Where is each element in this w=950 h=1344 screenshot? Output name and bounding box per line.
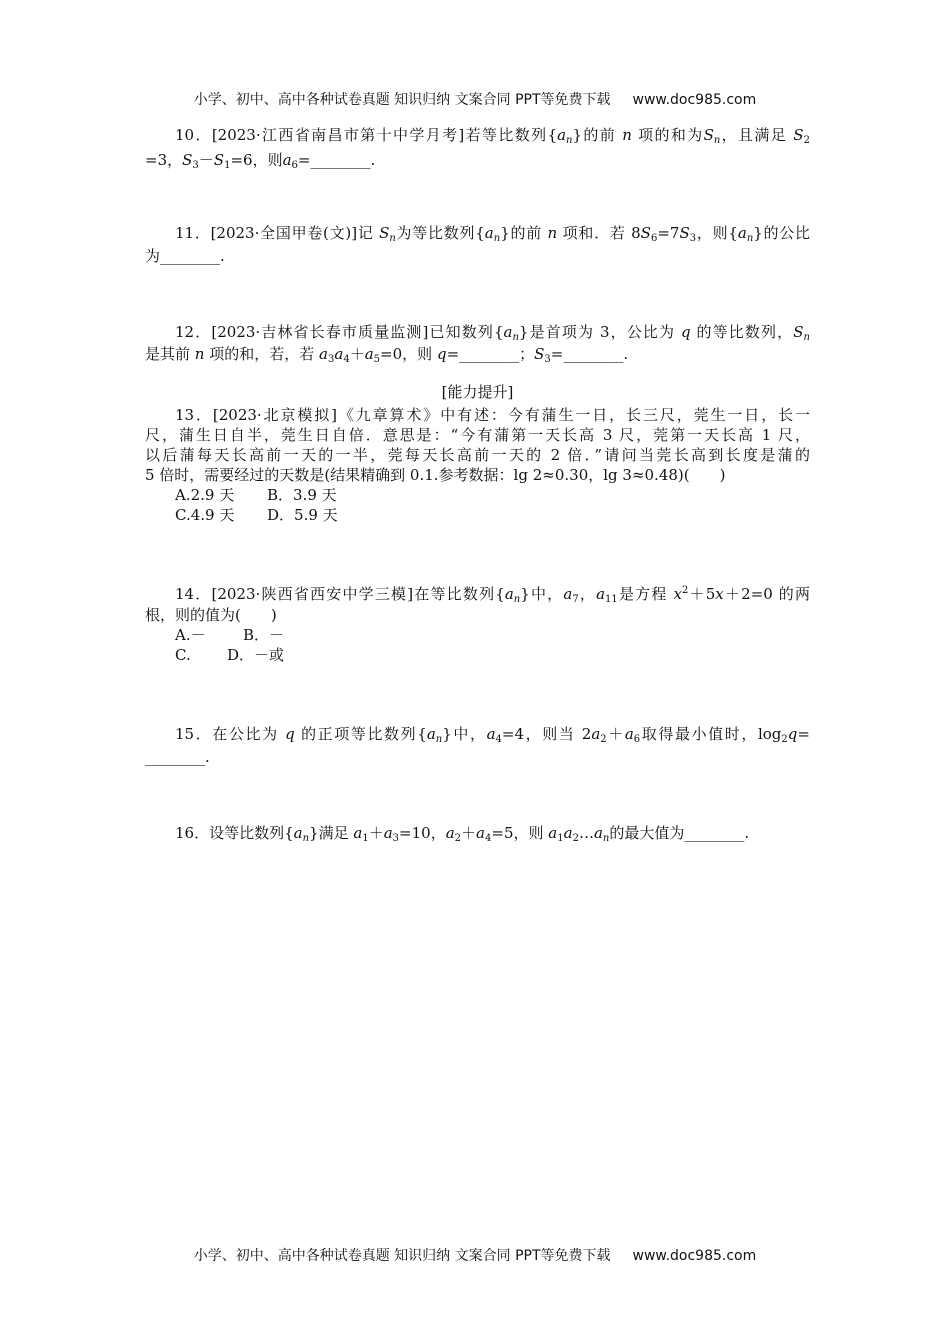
header-site: www.doc985.com	[632, 92, 757, 108]
footer-site: www.doc985.com	[632, 1248, 757, 1264]
q10-line-2: =3，$S_3-S_1=6$，则$a_6=\_\_\_\_\_\_\_\_$.	[145, 151, 376, 171]
q14-option-d: D．－或	[227, 646, 285, 664]
q14-line-2: 根，则的值为( )	[145, 606, 277, 624]
q11-line-2: 为________.	[145, 247, 225, 265]
q15-line-1: 15．在公比为 q 的正项等比数列$\{a_n\}$中，$a_4=4$，则当 $2a_2+a_6$取得最小值时，$\log_2q=$	[175, 725, 810, 745]
q14-option-c: C.	[175, 646, 191, 664]
q13-line-4: 5 倍时，需要经过的天数是(结果精确到 0.1.参考数据：lg 2≈0.30，lg 3≈0.48)( )	[145, 466, 726, 484]
q14-options-2	[175, 645, 810, 665]
q13-options-2	[175, 505, 810, 525]
q14-option-a: A.－	[175, 626, 206, 644]
q14-line-1: 14．[2023·陕西省西安中学三模]在等比数列$\{a_n\}$中，$a_7$，$a_{11}$是方程 $x^2+5x+2=0$ 的两	[175, 585, 810, 605]
q12-source: [2023·吉林省长春市质量监测]	[211, 323, 429, 341]
q10-source: [2023·江西省南昌市第十中学月考]	[211, 126, 465, 144]
q13-option-d: D．5.9 天	[267, 506, 338, 524]
page-header	[0, 89, 950, 109]
q11-line-1: 11．[2023·全国甲卷(文)]记 $S_n$为等比数列$\{a_n\}$的前 n 项和．若 $8S_6=7S_3$，则$\{a_n\}$的公比	[175, 224, 811, 244]
q14-option-b: B．－	[243, 626, 285, 644]
q11-source: [2023·全国甲卷(文)]	[210, 224, 358, 242]
q14-options-1	[175, 625, 810, 645]
page-footer	[0, 1245, 950, 1265]
q14-source: [2023·陕西省西安中学三模]	[211, 585, 414, 603]
q16-line-1: 16．设等比数列$\{a_n\}$满足 $a_1+a_3=10$，$a_2+a_4=5$，则 $a_1a_2\dots a_n$的最大值为________.	[175, 824, 750, 844]
q12-line-2: 是其前 n 项的和，若，若 $a_3a_4+a_5=0$，则 q=________；$S_3=\_\_\_\_\_\_\_\_$.	[145, 345, 629, 365]
q13-option-c: C.4.9 天	[175, 506, 235, 524]
q13-line-3: 以后蒲每天长高前一天的一半，莞每天长高前一天的 2 倍．”请问当莞长高到长度是蒲的	[145, 446, 810, 464]
q13-option-b: B．3.9 天	[267, 486, 337, 504]
q13-line-2: 尺，蒲生日自半，莞生日自倍．意思是：“今有蒲第一天长高 3 尺，莞第一天长高 1 尺，	[145, 426, 810, 444]
header-text: 小学、初中、高中各种试卷真题 知识归纳 文案合同 PPT等免费下载	[193, 92, 611, 108]
q13-source: [2023·北京模拟]	[212, 406, 337, 424]
q10-line-1: 10．[2023·江西省南昌市第十中学月考]若等比数列$\{a_n\}$的前 n 项的和为$S_n$，且满足 $S_2$	[175, 126, 810, 146]
q13-option-a: A.2.9 天	[175, 486, 235, 504]
q13-options-1	[175, 485, 810, 505]
q13-line-1: 13．[2023·北京模拟]《九章算术》中有述：今有蒲生一日，长三尺，莞生一日，长一	[175, 406, 810, 424]
section-heading: [能力提升]	[441, 383, 514, 401]
footer-text: 小学、初中、高中各种试卷真题 知识归纳 文案合同 PPT等免费下载	[193, 1248, 611, 1264]
q15-line-2: ________.	[145, 748, 210, 766]
q12-line-1: 12．[2023·吉林省长春市质量监测]已知数列$\{a_n\}$是首项为 3，公比为 q 的等比数列，$S_n$	[175, 323, 810, 343]
